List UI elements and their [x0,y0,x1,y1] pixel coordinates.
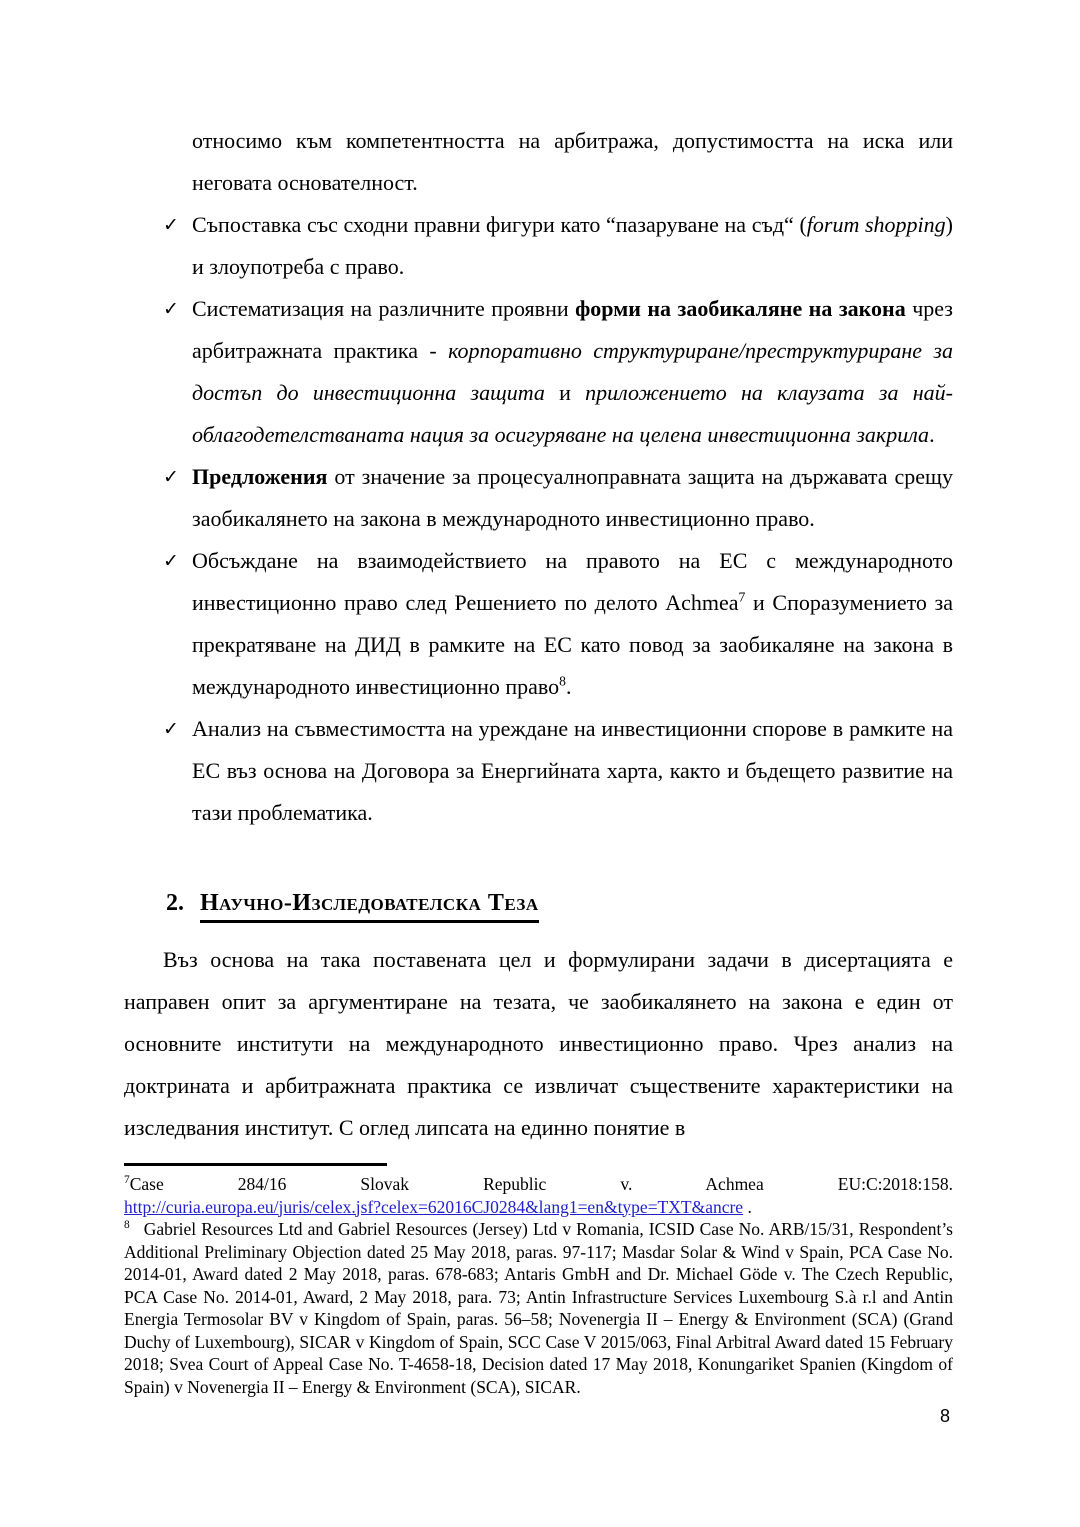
checkmark-icon: ✓ [163,214,179,236]
footnote-ref-8: 8 [559,673,566,689]
footnote-separator-line [124,1163,387,1166]
checkmark-icon: ✓ [163,466,179,488]
text-run: Въз основа на така поставената цел и формулирани задачи в дисертацията е направен опит за аргументиране на тезата, че заобикалянето на закона е един от основните институти на международното инвестиционно право. Чрез анализ на доктрината и арбитражната практика се извличат съществените характеристики на изследвания институт. С оглед липсата на единно понятие в [124,947,953,1140]
bullet-item-comparison [124,204,953,288]
paragraph-continuation [192,120,953,204]
footnote-ref-7: 7 [738,589,746,605]
text-run: чрез арбитражната практика - [192,296,953,363]
checkmark-icon: ✓ [163,718,179,740]
text-run: и [544,380,586,405]
section-heading [166,888,953,923]
footnotes-section [124,1163,953,1398]
text-run: Систематизация на различните проявни [192,296,576,321]
text-run: . [929,422,935,447]
footnote-8-marker: 8 [124,1219,130,1232]
text-run-italic: корпоративно структуриране/преструктуриране за достъп до инвестиционна защита [192,338,954,405]
footnote-7-link-line [124,1196,953,1219]
thesis-paragraph [124,939,953,1149]
body-text [124,120,953,834]
footnote-8 [124,1218,953,1398]
bullet-text [192,548,953,699]
text-run: Съпоставка със сходни правни фигури като “пазаруване на съд“ ( [192,212,807,237]
bullet-item-eu-law [124,540,953,708]
text-run-bold: форми на заобикаляне на закона [575,296,906,321]
text-run: от значение за процесуалноправната защита на държавата срещу заобикалянето на закона в международното инвестиционно право. [192,464,953,531]
curia-europa-link[interactable]: http://curia.europa.eu/juris/celex.jsf?celex=62016CJ0284&lang1=en&type=TXT&ancre [124,1196,744,1217]
bullet-item-systematization [124,288,953,456]
text-run: Анализ на съвместимостта на уреждане на инвестиционни спорове в рамките на ЕС въз основа на Договора за Енергийната харта, както и бъдещето развитие на тази проблематика. [192,716,953,825]
text-run: и Споразумението за прекратяване на ДИД в рамките на ЕС като повод за заобикаляне на закона в международното инвестиционно право [192,590,954,699]
bullet-text [192,464,953,531]
bullet-text [192,296,953,447]
footnote-7 [124,1173,953,1218]
text-run: относимо към компетентността на арбитража, допустимостта на иска или неговата основателност. [192,128,953,195]
checkmark-icon: ✓ [163,298,179,320]
text-run: . [565,674,572,699]
text-run: Обсъждане на взаимодействието на правото на ЕС с международното инвестиционно право след Решението по делото Achmea [192,548,953,615]
text-run: Case 284/16 Slovak Republic v. Achmea EU:C:2018:158. [129,1174,953,1194]
text-run: Gabriel Resources Ltd and Gabriel Resources (Jersey) Ltd v Romania, ICSID Case No. ARB/15/31, Respondent’s Additional Preliminary Objection dated 25 May 2018, paras. 97-117; Masdar Solar & Wind v Spain, PCA Case No. 2014-01, Award dated 2 May 2018, paras. 678-683; Antaris GmbH and Dr. Michael Göde v. The Czech Republic, PCA Case No. 2014-01, Award, 2 May 2018, para. 73; Antin Infrastructure Services Luxembourg S.à r.l and Antin Energia Termosolar BV v Kingdom of Spain, paras. 56–58; Novenergia II – Energy & Environment (SCA) (Grand Duchy of Luxembourg), SICAR v Kingdom of Spain, SCC Case V 2015/063, Final Arbitral Award dated 15 February 2018; Svea Court of Appeal Case No. T-4658-18, Decision dated 17 May 2018, Konungariket Spanien (Kingdom of Spain) v Novenergia II – Energy & Environment (SCA), SICAR. [124,1219,953,1397]
text-run-italic: forum shopping [806,212,946,237]
text-run-bold: Предложения [192,464,328,489]
bullet-item-analysis [124,708,953,834]
section-number: 2. [166,890,184,916]
checkmark-icon: ✓ [163,550,179,572]
footnote-7-marker: 7 [124,1174,130,1187]
footnote-7-line [124,1173,953,1196]
text-run: . [743,1196,752,1217]
page-number: 8 [939,1406,950,1426]
bullet-text [192,716,953,825]
text-run: ) и злоупотреба с право. [192,212,953,279]
bullet-item-proposals [124,456,953,540]
section-title: Научно-Изследователска Теза [200,888,539,923]
text-run-italic: приложението на клаузата за най-облагодетелстваната нация за осигуряване на целена инвестиционна закрила [192,380,953,447]
bullet-text [192,212,953,279]
